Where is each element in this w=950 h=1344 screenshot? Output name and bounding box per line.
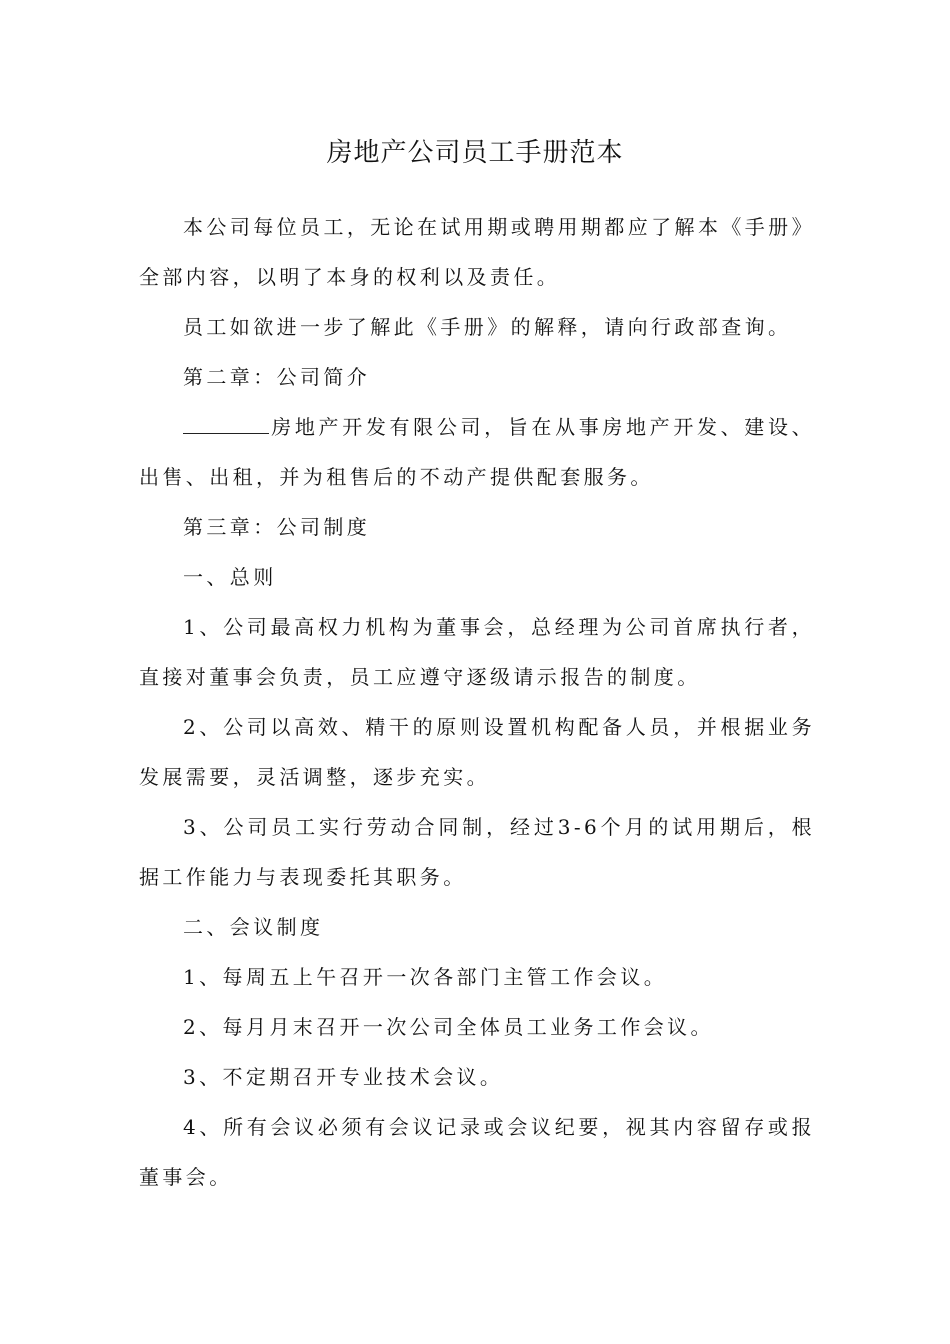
meeting-rule-2: 2、每月月末召开一次公司全体员工业务工作会议。 (183, 1015, 714, 1039)
general-rule-2: 2、公司以高效、精干的原则设置机构配备人员，并根据业务发展需要，灵活调整，逐步充实。 (139, 715, 815, 789)
meeting-rule-1: 1、每周五上午召开一次各部门主管工作会议。 (183, 965, 668, 989)
document-title: 房地产公司员工手册范本 (326, 138, 624, 168)
intro-paragraph: 本公司每位员工，无论在试用期或聘用期都应了解本《手册》全部内容，以明了本身的权利以及责任。 (139, 215, 815, 289)
meeting-rule-4: 4、所有会议必须有会议记录或会议纪要，视其内容留存或报董事会。 (139, 1115, 815, 1189)
section-general-heading: 一、总则 (183, 565, 277, 589)
general-rule-1: 1、公司最高权力机构为董事会，总经理为公司首席执行者，直接对董事会负责，员工应遵守逐级请示报告的制度。 (139, 615, 815, 689)
general-rule-3: 3、公司员工实行劳动合同制，经过3-6个月的试用期后，根据工作能力与表现委托其职务。 (139, 815, 815, 889)
company-intro-text: 房地产开发有限公司，旨在从事房地产开发、建设、出售、出租，并为租售后的不动产提供配套服务。 (139, 415, 815, 489)
inquiry-paragraph: 员工如欲进一步了解此《手册》的解释，请向行政部查询。 (183, 315, 792, 339)
section-meeting-heading: 二、会议制度 (183, 915, 324, 939)
chapter-2-heading: 第二章：公司简介 (183, 365, 371, 389)
company-intro-paragraph (139, 402, 815, 502)
meeting-rule-3: 3、不定期召开专业技术会议。 (183, 1065, 504, 1089)
company-name-blank (183, 415, 269, 434)
document-body (139, 202, 815, 1202)
chapter-3-heading: 第三章：公司制度 (183, 515, 371, 539)
